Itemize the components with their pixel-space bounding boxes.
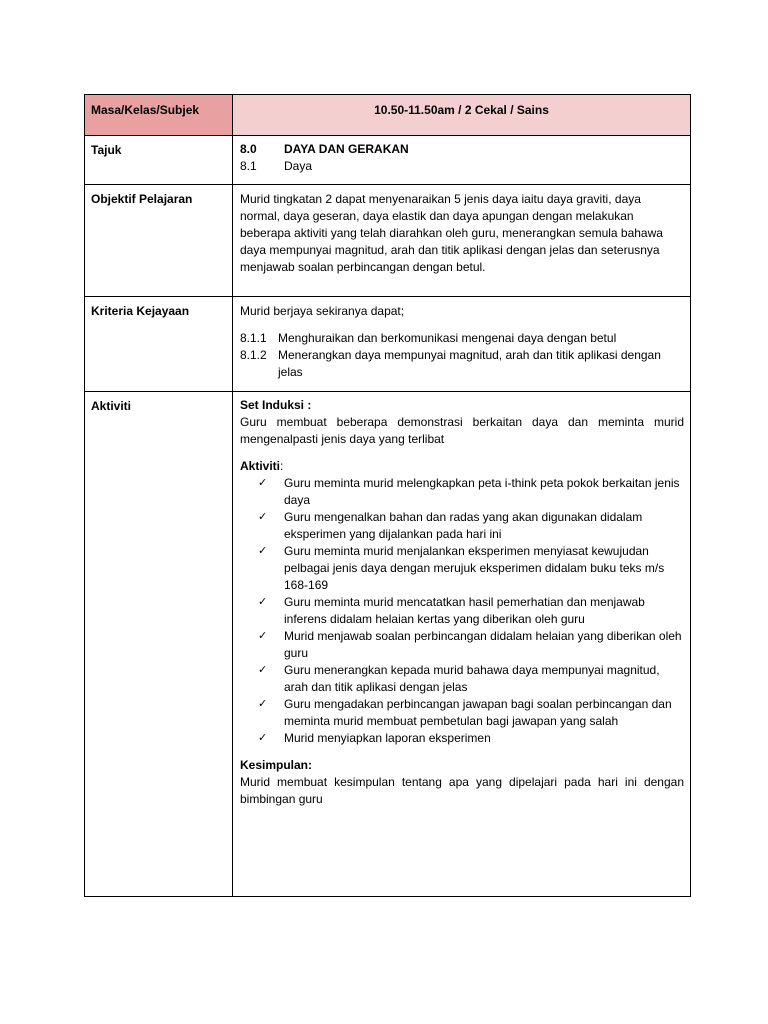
kriteria-row: [85, 297, 691, 392]
list-item: [258, 730, 684, 747]
kriteria-item-text: Menghuraikan dan berkomunikasi mengenai daya dengan betul: [278, 331, 617, 345]
kriteria-item-text: Menerangkan daya mempunyai magnitud, arah dan titik aplikasi dengan jelas: [278, 348, 661, 379]
header-label: Masa/Kelas/Subjek: [91, 103, 200, 117]
list-item-text: Guru meminta murid mencatatkan hasil pemerhatian dan menjawab inferens didalam helaian kertas yang diberikan oleh guru: [284, 595, 645, 626]
checkmark-icon: ✓: [258, 664, 268, 676]
induksi-text: Guru membuat beberapa demonstrasi berkaitan daya dan meminta murid mengenalpasti jenis daya yang terlibat: [240, 415, 684, 446]
list-item: [258, 696, 684, 730]
list-item-text: Guru menerangkan kepada murid bahawa daya mempunyai magnitud, arah dan titik aplikasi dengan jelas: [284, 663, 660, 694]
kriteria-item: [240, 330, 684, 347]
induksi-heading: Set Induksi :: [240, 398, 312, 412]
tajuk-title: DAYA DAN GERAKAN: [284, 142, 409, 156]
header-value: 10.50-11.50am / 2 Cekal / Sains: [374, 103, 549, 117]
aktiviti-heading: [240, 458, 684, 475]
objektif-row: [85, 185, 691, 297]
checkmark-icon: ✓: [258, 698, 268, 710]
aktiviti-heading-text: Aktiviti: [240, 459, 281, 473]
objektif-text: Murid tingkatan 2 dapat menyenaraikan 5 jenis daya iaitu daya graviti, daya normal, daya geseran, daya elastik dan daya apungan dengan melakukan beberapa aktiviti yang telah diarahkan oleh guru, menerangkan semula bahawa daya mempunyai magnitud, arah dan titik aplikasi dengan jelas dan seterusnya menjawab soalan perbincangan dengan betul.: [240, 192, 663, 274]
checkmark-icon: ✓: [258, 511, 268, 523]
aktiviti-list: [240, 475, 684, 747]
list-item: [258, 475, 684, 509]
list-item: [258, 543, 684, 594]
list-item-text: Guru mengenalkan bahan dan radas yang akan digunakan didalam eksperimen yang dijalankan pada hari ini: [284, 510, 643, 541]
aktiviti-label-cell: [85, 392, 233, 897]
lesson-plan-table: [84, 94, 691, 897]
tajuk-label-cell: [85, 136, 233, 185]
aktiviti-label: Aktiviti: [91, 399, 132, 413]
header-value-cell: [233, 95, 691, 136]
kriteria-intro: Murid berjaya sekiranya dapat;: [240, 304, 405, 318]
list-item-text: Guru mengadakan perbincangan jawapan bagi soalan perbincangan dan meminta murid membuat pembetulan bagi jawapan yang salah: [284, 697, 672, 728]
checkmark-icon: ✓: [258, 545, 268, 557]
list-item-text: Murid menjawab soalan perbincangan didalam helaian yang diberikan oleh guru: [284, 629, 682, 660]
header-label-cell: [85, 95, 233, 136]
kriteria-label-cell: [85, 297, 233, 392]
checkmark-icon: ✓: [258, 477, 268, 489]
tajuk-number: 8.0: [240, 142, 257, 156]
aktiviti-heading-colon: :: [280, 459, 284, 473]
subtopic-number: 8.1: [240, 159, 257, 173]
kriteria-label: Kriteria Kejayaan: [91, 304, 190, 318]
kesimpulan-heading: Kesimpulan:: [240, 758, 313, 772]
aktiviti-value-cell: [233, 392, 691, 897]
tajuk-value-cell: [233, 136, 691, 185]
list-item: [258, 509, 684, 543]
kriteria-item-number: 8.1.2: [240, 348, 267, 362]
objektif-label-cell: [85, 185, 233, 297]
kriteria-item-number: 8.1.1: [240, 331, 267, 345]
checkmark-icon: ✓: [258, 596, 268, 608]
list-item-text: Guru meminta murid menjalankan eksperimen menyiasat kewujudan pelbagai jenis daya dengan merujuk eksperimen didalam buku teks m/s 168-169: [284, 544, 665, 592]
objektif-label: Objektif Pelajaran: [91, 192, 193, 206]
list-item-text: Murid menyiapkan laporan eksperimen: [284, 731, 491, 745]
list-item-text: Guru meminta murid melengkapkan peta i-think peta pokok berkaitan jenis daya: [284, 476, 680, 507]
tajuk-label: Tajuk: [91, 143, 122, 157]
list-item: [258, 594, 684, 628]
list-item: [258, 628, 684, 662]
objektif-value-cell: [233, 185, 691, 297]
checkmark-icon: ✓: [258, 630, 268, 642]
list-item: [258, 662, 684, 696]
checkmark-icon: ✓: [258, 732, 268, 744]
tajuk-line-sub: [240, 158, 684, 175]
kriteria-value-cell: [233, 297, 691, 392]
header-row: [85, 95, 691, 136]
kesimpulan-text: Murid membuat kesimpulan tentang apa yang dipelajari pada hari ini dengan bimbingan guru: [240, 775, 684, 806]
subtopic-title: Daya: [284, 159, 313, 173]
tajuk-row: [85, 136, 691, 185]
kriteria-item: [240, 347, 684, 381]
tajuk-line-main: [240, 141, 684, 158]
aktiviti-row: [85, 392, 691, 897]
